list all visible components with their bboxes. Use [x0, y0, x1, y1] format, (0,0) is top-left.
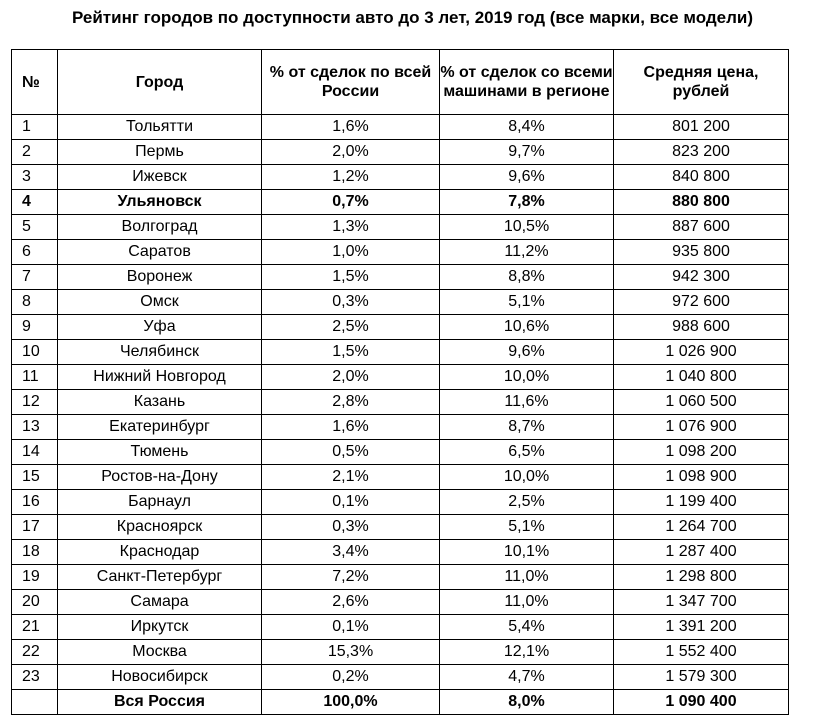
- share-region-value: 11,6%: [440, 390, 614, 415]
- avg-price-value: 840 800: [614, 165, 789, 190]
- avg-price-value: 801 200: [614, 115, 789, 140]
- avg-price-value: 972 600: [614, 290, 789, 315]
- table-row: [12, 565, 789, 590]
- table-body: [12, 115, 789, 715]
- table-row: [12, 540, 789, 565]
- table-row: [12, 140, 789, 165]
- share-russia-value: 2,1%: [262, 465, 440, 490]
- city-name: Саратов: [58, 240, 262, 265]
- column-header-avg-price: Средняя цена, рублей: [614, 50, 789, 115]
- row-number: 6: [12, 240, 58, 265]
- row-number: 14: [12, 440, 58, 465]
- column-header-city: Город: [58, 50, 262, 115]
- total-row: [12, 690, 789, 715]
- row-number: 23: [12, 665, 58, 690]
- share-russia-value: 2,0%: [262, 140, 440, 165]
- share-region-value: 5,1%: [440, 515, 614, 540]
- share-russia-value: 0,1%: [262, 615, 440, 640]
- share-russia-value: 100,0%: [262, 690, 440, 715]
- avg-price-value: 1 076 900: [614, 415, 789, 440]
- avg-price-value: 1 347 700: [614, 590, 789, 615]
- row-number: 16: [12, 490, 58, 515]
- row-number: 13: [12, 415, 58, 440]
- table-row: [12, 440, 789, 465]
- row-number: 22: [12, 640, 58, 665]
- city-name: Челябинск: [58, 340, 262, 365]
- share-russia-value: 1,3%: [262, 215, 440, 240]
- share-region-value: 9,6%: [440, 165, 614, 190]
- share-region-value: 10,6%: [440, 315, 614, 340]
- row-number: 17: [12, 515, 58, 540]
- city-rating-table: [11, 49, 789, 715]
- city-name: Екатеринбург: [58, 415, 262, 440]
- avg-price-value: 1 098 200: [614, 440, 789, 465]
- share-russia-value: 7,2%: [262, 565, 440, 590]
- share-russia-value: 15,3%: [262, 640, 440, 665]
- avg-price-value: 1 098 900: [614, 465, 789, 490]
- table-row: [12, 390, 789, 415]
- avg-price-value: 887 600: [614, 215, 789, 240]
- city-name: Волгоград: [58, 215, 262, 240]
- column-header-share-region: % от сделок со всеми машинами в регионе: [440, 50, 614, 115]
- table-row: [12, 115, 789, 140]
- share-region-value: 5,1%: [440, 290, 614, 315]
- share-russia-value: 0,3%: [262, 515, 440, 540]
- share-region-value: 4,7%: [440, 665, 614, 690]
- row-number: 12: [12, 390, 58, 415]
- share-region-value: 11,2%: [440, 240, 614, 265]
- table-row: [12, 240, 789, 265]
- row-number: 15: [12, 465, 58, 490]
- city-name: Иркутск: [58, 615, 262, 640]
- share-region-value: 10,0%: [440, 465, 614, 490]
- share-russia-value: 1,2%: [262, 165, 440, 190]
- share-russia-value: 0,3%: [262, 290, 440, 315]
- row-number: 7: [12, 265, 58, 290]
- city-name: Новосибирск: [58, 665, 262, 690]
- city-name: Вся Россия: [58, 690, 262, 715]
- table-row: [12, 490, 789, 515]
- table-row: [12, 415, 789, 440]
- share-region-value: 10,5%: [440, 215, 614, 240]
- city-name: Красноярск: [58, 515, 262, 540]
- city-name: Пермь: [58, 140, 262, 165]
- table-row: [12, 465, 789, 490]
- row-number: 10: [12, 340, 58, 365]
- city-name: Нижний Новгород: [58, 365, 262, 390]
- share-region-value: 8,7%: [440, 415, 614, 440]
- avg-price-value: 1 090 400: [614, 690, 789, 715]
- row-number: 21: [12, 615, 58, 640]
- share-russia-value: 2,8%: [262, 390, 440, 415]
- city-name: Санкт-Петербург: [58, 565, 262, 590]
- avg-price-value: 1 298 800: [614, 565, 789, 590]
- city-name: Воронеж: [58, 265, 262, 290]
- share-russia-value: 0,5%: [262, 440, 440, 465]
- row-number: 18: [12, 540, 58, 565]
- city-name: Казань: [58, 390, 262, 415]
- share-region-value: 9,6%: [440, 340, 614, 365]
- table-row: [12, 190, 789, 215]
- table-row: [12, 515, 789, 540]
- row-number: 5: [12, 215, 58, 240]
- table-row: [12, 265, 789, 290]
- row-number: 8: [12, 290, 58, 315]
- row-number: 3: [12, 165, 58, 190]
- table-row: [12, 215, 789, 240]
- share-russia-value: 2,6%: [262, 590, 440, 615]
- table-row: [12, 665, 789, 690]
- share-region-value: 12,1%: [440, 640, 614, 665]
- row-number: 20: [12, 590, 58, 615]
- row-number: 9: [12, 315, 58, 340]
- share-region-value: 8,4%: [440, 115, 614, 140]
- city-name: Тольятти: [58, 115, 262, 140]
- row-number: [12, 690, 58, 715]
- row-number: 1: [12, 115, 58, 140]
- avg-price-value: 988 600: [614, 315, 789, 340]
- share-region-value: 10,0%: [440, 365, 614, 390]
- share-russia-value: 3,4%: [262, 540, 440, 565]
- table-row: [12, 365, 789, 390]
- share-region-value: 8,0%: [440, 690, 614, 715]
- table-row: [12, 340, 789, 365]
- row-number: 2: [12, 140, 58, 165]
- row-number: 4: [12, 190, 58, 215]
- share-russia-value: 1,6%: [262, 415, 440, 440]
- share-region-value: 5,4%: [440, 615, 614, 640]
- city-name: Барнаул: [58, 490, 262, 515]
- share-russia-value: 0,1%: [262, 490, 440, 515]
- avg-price-value: 935 800: [614, 240, 789, 265]
- city-name: Ростов-на-Дону: [58, 465, 262, 490]
- city-name: Тюмень: [58, 440, 262, 465]
- share-russia-value: 1,5%: [262, 265, 440, 290]
- avg-price-value: 1 552 400: [614, 640, 789, 665]
- avg-price-value: 1 040 800: [614, 365, 789, 390]
- avg-price-value: 1 391 200: [614, 615, 789, 640]
- share-region-value: 9,7%: [440, 140, 614, 165]
- avg-price-value: 942 300: [614, 265, 789, 290]
- share-region-value: 11,0%: [440, 565, 614, 590]
- row-number: 11: [12, 365, 58, 390]
- city-name: Краснодар: [58, 540, 262, 565]
- table-row: [12, 315, 789, 340]
- row-number: 19: [12, 565, 58, 590]
- share-russia-value: 0,7%: [262, 190, 440, 215]
- table-title: Рейтинг городов по доступности авто до 3 лет, 2019 год (все марки, все модели): [71, 8, 754, 27]
- table-row: [12, 640, 789, 665]
- share-russia-value: 2,5%: [262, 315, 440, 340]
- city-name: Омск: [58, 290, 262, 315]
- share-russia-value: 1,5%: [262, 340, 440, 365]
- city-name: Самара: [58, 590, 262, 615]
- share-region-value: 6,5%: [440, 440, 614, 465]
- share-region-value: 8,8%: [440, 265, 614, 290]
- city-name: Ульяновск: [58, 190, 262, 215]
- share-region-value: 2,5%: [440, 490, 614, 515]
- share-russia-value: 2,0%: [262, 365, 440, 390]
- table-row: [12, 590, 789, 615]
- avg-price-value: 1 060 500: [614, 390, 789, 415]
- avg-price-value: 1 264 700: [614, 515, 789, 540]
- share-region-value: 10,1%: [440, 540, 614, 565]
- avg-price-value: 1 579 300: [614, 665, 789, 690]
- city-name: Ижевск: [58, 165, 262, 190]
- table-row: [12, 165, 789, 190]
- avg-price-value: 1 287 400: [614, 540, 789, 565]
- avg-price-value: 1 026 900: [614, 340, 789, 365]
- table-header-row: [12, 50, 789, 115]
- column-header-num: №: [12, 50, 58, 115]
- share-region-value: 7,8%: [440, 190, 614, 215]
- share-russia-value: 1,0%: [262, 240, 440, 265]
- avg-price-value: 1 199 400: [614, 490, 789, 515]
- city-name: Уфа: [58, 315, 262, 340]
- share-russia-value: 0,2%: [262, 665, 440, 690]
- column-header-share-russia: % от сделок по всей России: [262, 50, 440, 115]
- avg-price-value: 823 200: [614, 140, 789, 165]
- share-region-value: 11,0%: [440, 590, 614, 615]
- table-row: [12, 615, 789, 640]
- city-name: Москва: [58, 640, 262, 665]
- avg-price-value: 880 800: [614, 190, 789, 215]
- table-row: [12, 290, 789, 315]
- share-russia-value: 1,6%: [262, 115, 440, 140]
